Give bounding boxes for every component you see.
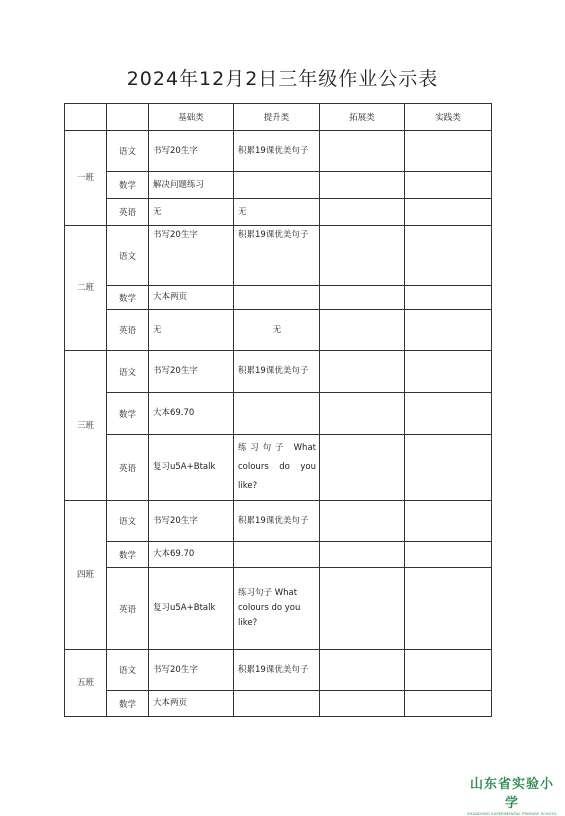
extension-cell	[320, 131, 405, 172]
header-extension: 拓展类	[320, 104, 405, 131]
advanced-cell	[234, 172, 320, 199]
table-row	[65, 568, 492, 650]
table-row	[65, 131, 492, 172]
table-row	[65, 351, 492, 393]
advanced-cell	[234, 393, 320, 435]
subject-cell: 语文	[107, 226, 149, 286]
table-row	[65, 542, 492, 568]
extension-cell	[320, 226, 405, 286]
extension-cell	[320, 393, 405, 435]
page-title: 2024年12月2日三年级作业公示表	[126, 68, 439, 90]
advanced-cell: 练习句子 What colours do you like?	[234, 435, 320, 501]
basic-cell: 无	[149, 310, 234, 351]
advanced-cell	[234, 542, 320, 568]
subject-cell: 语文	[107, 501, 149, 542]
table-row	[65, 172, 492, 199]
basic-cell: 复习u5A+Btalk	[149, 568, 234, 650]
subject-cell: 英语	[107, 435, 149, 501]
advanced-cell: 无	[234, 199, 320, 226]
table-row	[65, 691, 492, 717]
school-logo	[464, 773, 560, 816]
basic-cell: 书写20生字	[149, 501, 234, 542]
table-row	[65, 650, 492, 691]
school-logo-chinese: 山东省实验小学	[469, 777, 554, 811]
homework-table	[64, 103, 492, 717]
basic-cell: 大本两页	[149, 286, 234, 310]
advanced-cell: 积累19课优美句子	[234, 351, 320, 393]
subject-cell: 数学	[107, 286, 149, 310]
basic-cell: 大本69.70	[149, 542, 234, 568]
practice-cell	[405, 650, 492, 691]
table-row	[65, 226, 492, 286]
basic-cell: 书写20生字	[149, 650, 234, 691]
extension-cell	[320, 650, 405, 691]
extension-cell	[320, 501, 405, 542]
table-row	[65, 393, 492, 435]
class-name: 四班	[65, 501, 107, 650]
subject-cell: 英语	[107, 199, 149, 226]
table-row	[65, 501, 492, 542]
extension-cell	[320, 435, 405, 501]
extension-cell	[320, 310, 405, 351]
table-row	[65, 310, 492, 351]
practice-cell	[405, 393, 492, 435]
practice-cell	[405, 351, 492, 393]
advanced-cell: 无	[234, 310, 320, 351]
extension-cell	[320, 351, 405, 393]
subject-cell: 英语	[107, 568, 149, 650]
subject-cell: 语文	[107, 351, 149, 393]
extension-cell	[320, 172, 405, 199]
advanced-cell: 积累19课优美句子	[234, 650, 320, 691]
school-logo-english: SHANDONG EXPERIMENTAL PRIMARY SCHOOL	[467, 812, 557, 816]
practice-cell	[405, 542, 492, 568]
class-name: 一班	[65, 131, 107, 226]
header-basic: 基础类	[149, 104, 234, 131]
basic-cell: 书写20生字	[149, 131, 234, 172]
advanced-cell	[234, 691, 320, 717]
header-subject	[107, 104, 149, 131]
practice-cell	[405, 501, 492, 542]
advanced-cell: 积累19课优美句子	[234, 131, 320, 172]
table-row	[65, 199, 492, 226]
class-name: 五班	[65, 650, 107, 717]
subject-cell: 数学	[107, 393, 149, 435]
subject-cell: 英语	[107, 310, 149, 351]
extension-cell	[320, 691, 405, 717]
extension-cell	[320, 542, 405, 568]
subject-cell: 数学	[107, 691, 149, 717]
extension-cell	[320, 568, 405, 650]
table-header-row	[65, 104, 492, 131]
header-advanced: 提升类	[234, 104, 320, 131]
practice-cell	[405, 199, 492, 226]
header-class	[65, 104, 107, 131]
practice-cell	[405, 172, 492, 199]
basic-cell: 无	[149, 199, 234, 226]
practice-cell	[405, 286, 492, 310]
basic-cell: 复习u5A+Btalk	[149, 435, 234, 501]
advanced-cell: 积累19课优美句子	[234, 501, 320, 542]
class-name: 三班	[65, 351, 107, 501]
subject-cell: 语文	[107, 650, 149, 691]
basic-cell: 书写20生字	[149, 226, 234, 286]
header-practice: 实践类	[405, 104, 492, 131]
class-name: 二班	[65, 226, 107, 351]
practice-cell	[405, 131, 492, 172]
basic-cell: 大本两页	[149, 691, 234, 717]
extension-cell	[320, 286, 405, 310]
basic-cell: 解决问题练习	[149, 172, 234, 199]
extension-cell	[320, 199, 405, 226]
practice-cell	[405, 435, 492, 501]
subject-cell: 数学	[107, 542, 149, 568]
practice-cell	[405, 310, 492, 351]
subject-cell: 语文	[107, 131, 149, 172]
table-row	[65, 435, 492, 501]
practice-cell	[405, 226, 492, 286]
advanced-cell: 积累19课优美句子	[234, 226, 320, 286]
practice-cell	[405, 691, 492, 717]
subject-cell: 数学	[107, 172, 149, 199]
practice-cell	[405, 568, 492, 650]
advanced-cell: 练习句子 What colours do you like?	[234, 568, 320, 650]
table-row	[65, 286, 492, 310]
advanced-cell	[234, 286, 320, 310]
basic-cell: 大本69.70	[149, 393, 234, 435]
basic-cell: 书写20生字	[149, 351, 234, 393]
